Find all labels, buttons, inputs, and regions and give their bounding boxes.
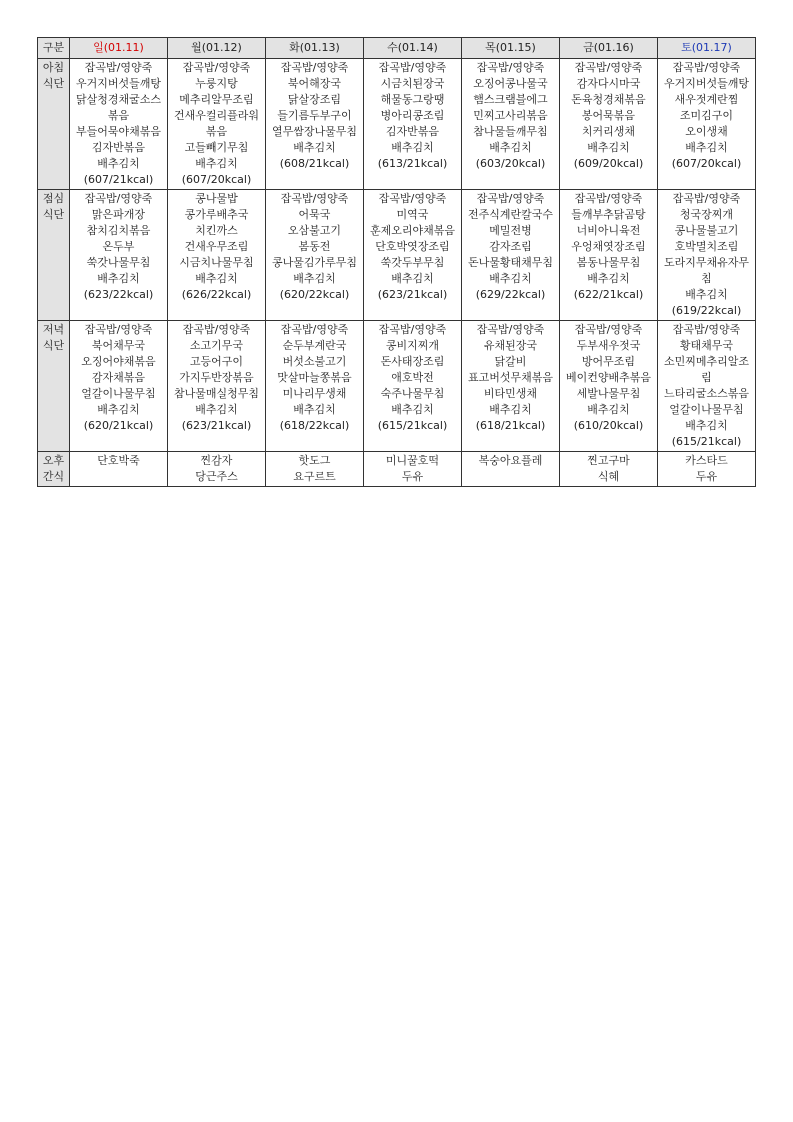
menu-cell: 핫도그 요구르트 xyxy=(266,452,364,487)
menu-cell: 단호박죽 xyxy=(70,452,168,487)
menu-cell: 잡곡밥/영양죽 들깨부추닭곰탕 너비아니육전 우엉채엿장조림 봄동나물무침 배추김치 (622/21kcal) xyxy=(560,190,658,321)
menu-cell: 잡곡밥/영양죽 북어해장국 닭살장조림 들기름두부구이 열무쌈장나물무침 배추김치 (608/21kcal) xyxy=(266,59,364,190)
meal-row-dinner xyxy=(38,321,756,452)
menu-cell: 잡곡밥/영양죽 어묵국 오삼불고기 봄동전 콩나물김가루무침 배추김치 (620/22kcal) xyxy=(266,190,364,321)
meal-label: 저녁 식단 xyxy=(38,321,70,452)
menu-cell: 잡곡밥/영양죽 누룽지탕 메추리알무조림 건새우컬리플라워볶음 고들빼기무침 배추김치 (607/20kcal) xyxy=(168,59,266,190)
menu-cell: 잡곡밥/영양죽 소고기무국 고등어구이 가지두반장볶음 참나물매실청무침 배추김치 (623/21kcal) xyxy=(168,321,266,452)
day-header: 월(01.12) xyxy=(168,38,266,59)
meal-row-lunch xyxy=(38,190,756,321)
day-header: 일(01.11) xyxy=(70,38,168,59)
menu-cell: 미니꿀호떡 두유 xyxy=(364,452,462,487)
menu-cell: 잡곡밥/영양죽 두부새우젓국 방어무조림 베이컨양배추볶음 세발나물무침 배추김치 (610/20kcal) xyxy=(560,321,658,452)
meal-label: 점심 식단 xyxy=(38,190,70,321)
meal-row-snack xyxy=(38,452,756,487)
menu-cell: 잡곡밥/영양죽 순두부계란국 버섯소불고기 맛살마늘쫑볶음 미나리무생채 배추김치 (618/22kcal) xyxy=(266,321,364,452)
menu-cell: 잡곡밥/영양죽 청국장찌개 콩나물불고기 호박멸치조림 도라지무채유자무침 배추김치 (619/22kcal) xyxy=(658,190,756,321)
day-header: 목(01.15) xyxy=(462,38,560,59)
day-header: 토(01.17) xyxy=(658,38,756,59)
day-header: 금(01.16) xyxy=(560,38,658,59)
menu-cell: 잡곡밥/영양죽 콩비지찌개 돈사태장조림 애호박전 숙주나물무침 배추김치 (615/21kcal) xyxy=(364,321,462,452)
menu-cell: 잡곡밥/영양죽 시금치된장국 해물동그랑땡 병아리콩조림 김자반볶음 배추김치 (613/21kcal) xyxy=(364,59,462,190)
menu-cell: 잡곡밥/영양죽 북어채무국 오징어야채볶음 감자채볶음 얼갈이나물무침 배추김치 (620/21kcal) xyxy=(70,321,168,452)
weekly-menu-table xyxy=(37,37,756,487)
day-header: 화(01.13) xyxy=(266,38,364,59)
menu-cell: 잡곡밥/영양죽 맑은파개장 참치김치볶음 온두부 쑥갓나물무침 배추김치 (623/22kcal) xyxy=(70,190,168,321)
menu-cell: 잡곡밥/영양죽 감자다시마국 돈육청경채볶음 봉어묵볶음 치커리생채 배추김치 (609/20kcal) xyxy=(560,59,658,190)
menu-cell: 찐감자 당근주스 xyxy=(168,452,266,487)
menu-cell: 잡곡밥/영양죽 우거지버섯들깨탕 닭살청경채굴소스볶음 부들어묵야채볶음 김자반볶음 배추김치 (607/21kcal) xyxy=(70,59,168,190)
meal-label: 오후 간식 xyxy=(38,452,70,487)
menu-cell: 잡곡밥/영양죽 미역국 훈제오리야채볶음 단호박엿장조림 쑥갓두부무침 배추김치 (623/21kcal) xyxy=(364,190,462,321)
day-header: 수(01.14) xyxy=(364,38,462,59)
menu-cell: 잡곡밥/영양죽 우거지버섯들깨탕 새우젓계란찜 조미김구이 오이생채 배추김치 (607/20kcal) xyxy=(658,59,756,190)
menu-cell: 카스타드 두유 xyxy=(658,452,756,487)
header-row xyxy=(38,38,756,59)
menu-cell: 복숭아요플레 xyxy=(462,452,560,487)
menu-cell: 잡곡밥/영양죽 오징어콩나물국 햄스크램블에그 민찌고사리볶음 참나물들깨무침 배추김치 (603/20kcal) xyxy=(462,59,560,190)
menu-cell: 잡곡밥/영양죽 유채된장국 닭갈비 표고버섯무채볶음 비타민생채 배추김치 (618/21kcal) xyxy=(462,321,560,452)
menu-cell: 찐고구마 식혜 xyxy=(560,452,658,487)
meal-row-breakfast xyxy=(38,59,756,190)
menu-cell: 잡곡밥/영양죽 전주식계란칼국수 메밀전병 감자조림 돈나물황태채무침 배추김치 (629/22kcal) xyxy=(462,190,560,321)
header-label: 구분 xyxy=(38,38,70,59)
menu-cell: 콩나물밥 콩가루배추국 치킨까스 건새우무조림 시금치나물무침 배추김치 (626/22kcal) xyxy=(168,190,266,321)
meal-label: 아침 식단 xyxy=(38,59,70,190)
menu-cell: 잡곡밥/영양죽 황태채무국 소민찌메추리알조림 느타리굴소스볶음 얼갈이나물무침 배추김치 (615/21kcal) xyxy=(658,321,756,452)
